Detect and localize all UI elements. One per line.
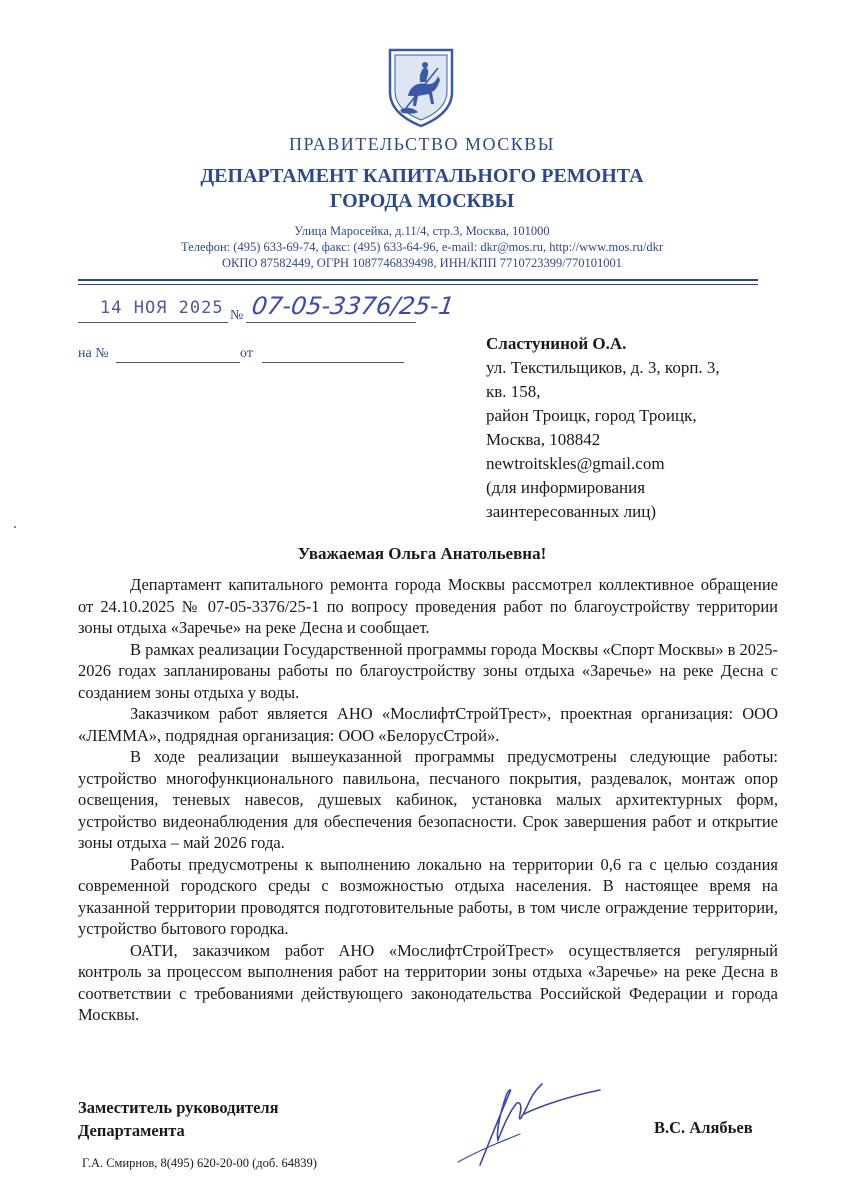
greeting: Уважаемая Ольга Анатольевна! [297,544,547,563]
department-name-line2: ГОРОДА МОСКВЫ [329,190,515,212]
recipient-line: заинтересованных лиц) [486,502,656,521]
body-paragraph: В рамках реализации Государственной программы города Москвы «Спорт Москвы» в 2025-2026 годах запланированы работы по благоустройству зоны отдыха «Заречье» на реке Десна с созданием зоны отдыха у воды. [78,639,778,702]
letterhead-codes: ОКПО 87582449, ОГРН 1087746839498, ИНН/КПП 7710723399/770101001 [222,256,622,270]
letterhead-rule-thin [78,284,758,285]
date-stamp: 14 НОЯ 2025 [100,298,224,318]
recipient-line: ул. Текстильщиков, д. 3, корп. 3, [486,358,720,377]
body-paragraph: ОАТИ, заказчиком работ АНО «МослифтСтройТрест» осуществляется регулярный контроль за процессом выполнения работ на территории зоны отдыха «Заречье» на реке Десна в соответствии с требованиями действующего законодательства Российской Федерации и города Москвы. [78,940,778,1024]
recipient-line: (для информирования [486,478,646,497]
letterhead-contacts [0,223,844,271]
signatory-title-line1: Заместитель руководителя [78,1098,279,1117]
body-paragraph: Работы предусмотрены к выполнению локально на территории 0,6 га с целью создания современной городского среды с возможностью отдыха населения. В настоящее время на указанной территории проводятся подготовительные работы, в том числе ограждение территории, устройство бытового городка. [78,854,778,938]
letterhead-phones: Телефон: (495) 633-69-74, факс: (495) 633-64-96, e-mail: dkr@mos.ru, http://www.mos.ru/dkr [181,240,663,254]
reply-to-label: на № [78,346,109,361]
from-underline [262,362,404,363]
letterhead-address: Улица Маросейка, д.11/4, стр.3, Москва, 101000 [294,224,550,238]
government-name: ПРАВИТЕЛЬСТВО МОСКВЫ [288,134,555,154]
letter-body [78,574,778,1026]
executor-contact: Г.А. Смирнов, 8(495) 620-20-00 (доб. 64839) [82,1156,317,1170]
body-paragraph: Заказчиком работ является АНО «МослифтСтройТрест», проектная организация: ООО «ЛЕММА», подрядная организация: ООО «БелорусСтрой». [78,704,778,745]
body-paragraph: Департамент капитального ремонта города Москвы рассмотрел коллективное обращение от 24.10.2025 № 07-05-3376/25-1 по вопросу проведения работ по благоустройству территории зоны отдыха «Заречье» на реке Десна и сообщает. [78,575,778,637]
recipient-name: Сластуниной О.А. [486,334,627,353]
number-label: № [230,308,244,323]
date-underline [78,322,228,323]
recipient-line: кв. 158, [486,382,541,401]
moscow-coat-of-arms-icon [386,46,456,128]
registration-number: 07-05-3376/25-1 [250,292,456,320]
recipient-email: newtroitskles@gmail.com [486,454,665,473]
department-name [0,164,844,214]
department-name-line1: ДЕПАРТАМЕНТ КАПИТАЛЬНОГО РЕМОНТА [200,165,644,187]
recipient-block [486,332,720,524]
scan-speck [14,526,16,528]
recipient-line: Москва, 108842 [486,430,601,449]
body-paragraph: В ходе реализации вышеуказанной программы предусмотрены следующие работы: устройство многофункционального павильона, песчаного покрытия, раздевалок, монтаж опор освещения, теневых навесов, душевых кабинок, установка малых архитектурных форм, устройство видеонаблюдения для обеспечения безопасности. Срок завершения работ и открытие зоны отдыха – май 2026 года. [78,747,778,852]
number-underline [246,322,416,323]
signatory-title-line2: Департамента [78,1121,185,1140]
recipient-line: район Троицк, город Троицк, [486,406,697,425]
handwritten-signature [450,1070,610,1170]
signatory-title [78,1096,279,1142]
reply-to-underline [116,362,240,363]
signatory-name: В.С. Алябьев [654,1118,753,1137]
letterhead-rule-thick [78,279,758,281]
from-label: от [240,346,253,361]
